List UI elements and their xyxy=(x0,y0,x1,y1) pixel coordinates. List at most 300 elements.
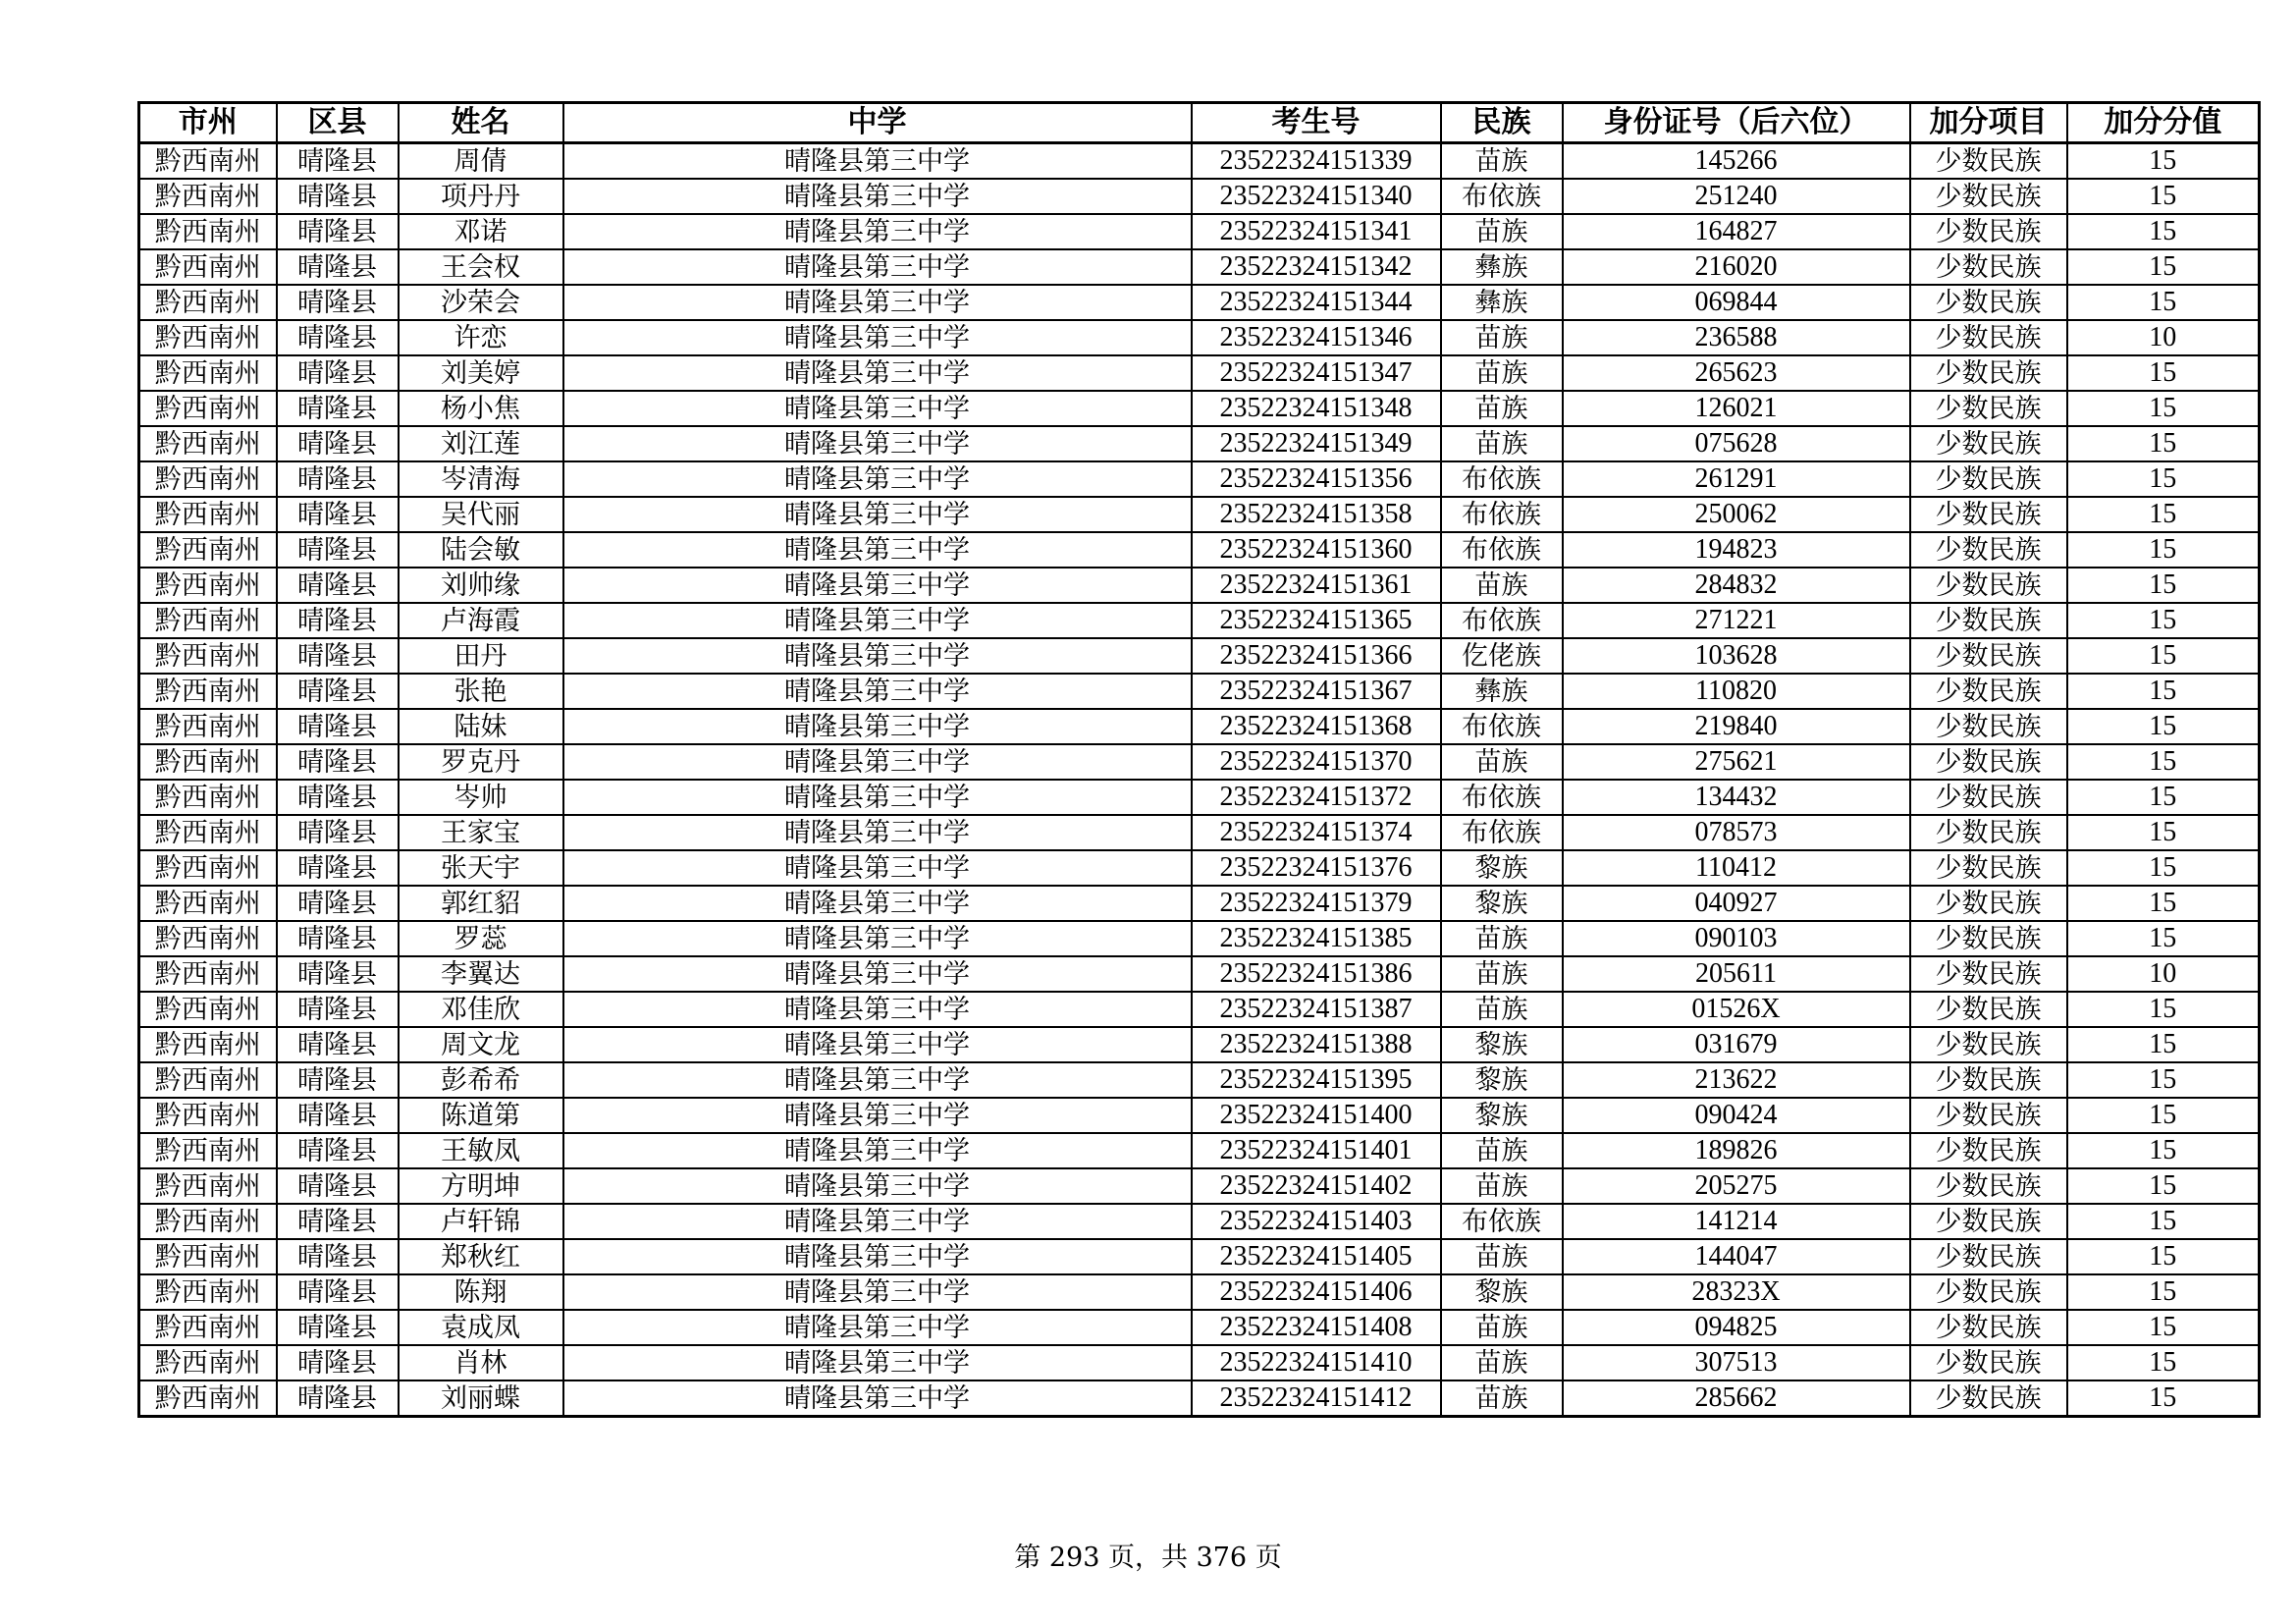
cell-name: 方明坤 xyxy=(399,1168,563,1204)
cell-exam-number: 23522324151347 xyxy=(1192,355,1441,391)
cell-ethnicity: 布依族 xyxy=(1441,461,1563,497)
cell-id-last-six: 110412 xyxy=(1563,850,1910,886)
cell-city: 黔西南州 xyxy=(139,391,277,426)
cell-county: 晴隆县 xyxy=(277,850,399,886)
table-row xyxy=(139,1274,2260,1310)
cell-id-last-six: 284832 xyxy=(1563,568,1910,603)
cell-id-last-six: 250062 xyxy=(1563,497,1910,532)
table-body xyxy=(139,143,2260,1417)
cell-bonus-item: 少数民族 xyxy=(1910,214,2067,249)
cell-id-last-six: 205275 xyxy=(1563,1168,1910,1204)
header-county: 区县 xyxy=(277,103,399,143)
cell-name: 罗克丹 xyxy=(399,744,563,780)
cell-ethnicity: 布依族 xyxy=(1441,497,1563,532)
table-row xyxy=(139,320,2260,355)
cell-bonus-item: 少数民族 xyxy=(1910,179,2067,214)
cell-bonus-points: 10 xyxy=(2067,956,2260,992)
cell-exam-number: 23522324151365 xyxy=(1192,603,1441,638)
cell-school: 晴隆县第三中学 xyxy=(563,992,1192,1027)
cell-city: 黔西南州 xyxy=(139,603,277,638)
cell-bonus-points: 15 xyxy=(2067,638,2260,674)
table-row xyxy=(139,355,2260,391)
cell-exam-number: 23522324151372 xyxy=(1192,780,1441,815)
cell-ethnicity: 黎族 xyxy=(1441,1062,1563,1098)
cell-name: 袁成凤 xyxy=(399,1310,563,1345)
cell-id-last-six: 144047 xyxy=(1563,1239,1910,1274)
cell-bonus-points: 15 xyxy=(2067,355,2260,391)
cell-bonus-item: 少数民族 xyxy=(1910,1062,2067,1098)
cell-county: 晴隆县 xyxy=(277,1027,399,1062)
cell-exam-number: 23522324151395 xyxy=(1192,1062,1441,1098)
cell-bonus-item: 少数民族 xyxy=(1910,1310,2067,1345)
cell-bonus-item: 少数民族 xyxy=(1910,1133,2067,1168)
header-name: 姓名 xyxy=(399,103,563,143)
cell-exam-number: 23522324151367 xyxy=(1192,674,1441,709)
cell-id-last-six: 261291 xyxy=(1563,461,1910,497)
cell-bonus-item: 少数民族 xyxy=(1910,461,2067,497)
cell-bonus-item: 少数民族 xyxy=(1910,956,2067,992)
cell-city: 黔西南州 xyxy=(139,638,277,674)
header-id-last-six: 身份证号（后六位） xyxy=(1563,103,1910,143)
table-row xyxy=(139,850,2260,886)
cell-city: 黔西南州 xyxy=(139,1345,277,1380)
cell-name: 沙荣会 xyxy=(399,285,563,320)
page-number-footer: 第 293 页，共 376 页 xyxy=(1014,1543,1282,1573)
cell-ethnicity: 苗族 xyxy=(1441,1345,1563,1380)
cell-school: 晴隆县第三中学 xyxy=(563,886,1192,921)
cell-bonus-item: 少数民族 xyxy=(1910,850,2067,886)
cell-exam-number: 23522324151408 xyxy=(1192,1310,1441,1345)
cell-county: 晴隆县 xyxy=(277,886,399,921)
cell-bonus-points: 15 xyxy=(2067,1310,2260,1345)
cell-city: 黔西南州 xyxy=(139,1027,277,1062)
table-row xyxy=(139,214,2260,249)
table-row xyxy=(139,285,2260,320)
cell-bonus-item: 少数民族 xyxy=(1910,355,2067,391)
cell-bonus-item: 少数民族 xyxy=(1910,426,2067,461)
cell-ethnicity: 苗族 xyxy=(1441,744,1563,780)
header-ethnicity: 民族 xyxy=(1441,103,1563,143)
cell-ethnicity: 布依族 xyxy=(1441,780,1563,815)
cell-city: 黔西南州 xyxy=(139,497,277,532)
cell-ethnicity: 彝族 xyxy=(1441,674,1563,709)
cell-id-last-six: 307513 xyxy=(1563,1345,1910,1380)
cell-city: 黔西南州 xyxy=(139,1062,277,1098)
table-row xyxy=(139,603,2260,638)
cell-id-last-six: 069844 xyxy=(1563,285,1910,320)
cell-bonus-points: 15 xyxy=(2067,1027,2260,1062)
cell-name: 肖林 xyxy=(399,1345,563,1380)
cell-exam-number: 23522324151349 xyxy=(1192,426,1441,461)
cell-exam-number: 23522324151360 xyxy=(1192,532,1441,568)
cell-exam-number: 23522324151358 xyxy=(1192,497,1441,532)
table-row xyxy=(139,391,2260,426)
cell-bonus-points: 15 xyxy=(2067,426,2260,461)
cell-name: 刘丽蝶 xyxy=(399,1380,563,1417)
cell-city: 黔西南州 xyxy=(139,249,277,285)
table-row xyxy=(139,1239,2260,1274)
cell-exam-number: 23522324151348 xyxy=(1192,391,1441,426)
cell-ethnicity: 仡佬族 xyxy=(1441,638,1563,674)
cell-ethnicity: 苗族 xyxy=(1441,143,1563,180)
cell-id-last-six: 194823 xyxy=(1563,532,1910,568)
cell-exam-number: 23522324151344 xyxy=(1192,285,1441,320)
cell-city: 黔西南州 xyxy=(139,461,277,497)
cell-name: 杨小焦 xyxy=(399,391,563,426)
cell-city: 黔西南州 xyxy=(139,886,277,921)
cell-school: 晴隆县第三中学 xyxy=(563,1133,1192,1168)
cell-exam-number: 23522324151342 xyxy=(1192,249,1441,285)
cell-id-last-six: 285662 xyxy=(1563,1380,1910,1417)
table-row xyxy=(139,992,2260,1027)
cell-id-last-six: 090103 xyxy=(1563,921,1910,956)
cell-city: 黔西南州 xyxy=(139,426,277,461)
cell-county: 晴隆县 xyxy=(277,355,399,391)
cell-ethnicity: 黎族 xyxy=(1441,1274,1563,1310)
cell-name: 刘江莲 xyxy=(399,426,563,461)
cell-bonus-points: 15 xyxy=(2067,850,2260,886)
cell-city: 黔西南州 xyxy=(139,1239,277,1274)
cell-county: 晴隆县 xyxy=(277,532,399,568)
cell-id-last-six: 01526X xyxy=(1563,992,1910,1027)
cell-exam-number: 23522324151387 xyxy=(1192,992,1441,1027)
cell-name: 郑秋红 xyxy=(399,1239,563,1274)
cell-county: 晴隆县 xyxy=(277,568,399,603)
cell-city: 黔西南州 xyxy=(139,780,277,815)
cell-exam-number: 23522324151339 xyxy=(1192,143,1441,180)
cell-city: 黔西南州 xyxy=(139,355,277,391)
cell-county: 晴隆县 xyxy=(277,1274,399,1310)
cell-exam-number: 23522324151370 xyxy=(1192,744,1441,780)
cell-bonus-points: 15 xyxy=(2067,1239,2260,1274)
cell-city: 黔西南州 xyxy=(139,744,277,780)
cell-city: 黔西南州 xyxy=(139,815,277,850)
cell-ethnicity: 苗族 xyxy=(1441,1133,1563,1168)
cell-school: 晴隆县第三中学 xyxy=(563,1310,1192,1345)
cell-name: 许恋 xyxy=(399,320,563,355)
cell-name: 陈道第 xyxy=(399,1098,563,1133)
cell-school: 晴隆县第三中学 xyxy=(563,1204,1192,1239)
cell-bonus-item: 少数民族 xyxy=(1910,568,2067,603)
cell-city: 黔西南州 xyxy=(139,921,277,956)
cell-city: 黔西南州 xyxy=(139,285,277,320)
cell-school: 晴隆县第三中学 xyxy=(563,1098,1192,1133)
cell-county: 晴隆县 xyxy=(277,992,399,1027)
cell-county: 晴隆县 xyxy=(277,391,399,426)
cell-id-last-six: 078573 xyxy=(1563,815,1910,850)
cell-city: 黔西南州 xyxy=(139,179,277,214)
cell-county: 晴隆县 xyxy=(277,143,399,180)
cell-exam-number: 23522324151412 xyxy=(1192,1380,1441,1417)
cell-bonus-points: 15 xyxy=(2067,497,2260,532)
cell-bonus-item: 少数民族 xyxy=(1910,285,2067,320)
cell-name: 郭红貂 xyxy=(399,886,563,921)
cell-bonus-points: 15 xyxy=(2067,709,2260,744)
cell-bonus-points: 15 xyxy=(2067,214,2260,249)
cell-city: 黔西南州 xyxy=(139,1168,277,1204)
cell-city: 黔西南州 xyxy=(139,992,277,1027)
cell-bonus-item: 少数民族 xyxy=(1910,709,2067,744)
cell-name: 张艳 xyxy=(399,674,563,709)
cell-bonus-points: 15 xyxy=(2067,886,2260,921)
cell-bonus-item: 少数民族 xyxy=(1910,815,2067,850)
cell-exam-number: 23522324151356 xyxy=(1192,461,1441,497)
header-exam-number: 考生号 xyxy=(1192,103,1441,143)
cell-school: 晴隆县第三中学 xyxy=(563,143,1192,180)
cell-exam-number: 23522324151379 xyxy=(1192,886,1441,921)
table-row xyxy=(139,179,2260,214)
cell-id-last-six: 134432 xyxy=(1563,780,1910,815)
cell-id-last-six: 236588 xyxy=(1563,320,1910,355)
cell-id-last-six: 094825 xyxy=(1563,1310,1910,1345)
table-header-row xyxy=(139,103,2260,143)
cell-name: 田丹 xyxy=(399,638,563,674)
cell-id-last-six: 031679 xyxy=(1563,1027,1910,1062)
cell-school: 晴隆县第三中学 xyxy=(563,426,1192,461)
table-row xyxy=(139,886,2260,921)
cell-id-last-six: 110820 xyxy=(1563,674,1910,709)
cell-school: 晴隆县第三中学 xyxy=(563,674,1192,709)
cell-id-last-six: 145266 xyxy=(1563,143,1910,180)
cell-ethnicity: 苗族 xyxy=(1441,1239,1563,1274)
cell-county: 晴隆县 xyxy=(277,285,399,320)
cell-name: 卢海霞 xyxy=(399,603,563,638)
cell-id-last-six: 126021 xyxy=(1563,391,1910,426)
cell-name: 邓佳欣 xyxy=(399,992,563,1027)
cell-county: 晴隆县 xyxy=(277,497,399,532)
cell-county: 晴隆县 xyxy=(277,1062,399,1098)
cell-exam-number: 23522324151403 xyxy=(1192,1204,1441,1239)
cell-bonus-points: 15 xyxy=(2067,1098,2260,1133)
header-bonus-item: 加分项目 xyxy=(1910,103,2067,143)
cell-exam-number: 23522324151405 xyxy=(1192,1239,1441,1274)
cell-school: 晴隆县第三中学 xyxy=(563,921,1192,956)
cell-city: 黔西南州 xyxy=(139,143,277,180)
cell-bonus-item: 少数民族 xyxy=(1910,603,2067,638)
cell-county: 晴隆县 xyxy=(277,709,399,744)
cell-county: 晴隆县 xyxy=(277,1345,399,1380)
cell-ethnicity: 苗族 xyxy=(1441,568,1563,603)
header-bonus-points: 加分分值 xyxy=(2067,103,2260,143)
cell-ethnicity: 苗族 xyxy=(1441,921,1563,956)
cell-ethnicity: 布依族 xyxy=(1441,709,1563,744)
cell-bonus-points: 15 xyxy=(2067,1062,2260,1098)
cell-bonus-points: 15 xyxy=(2067,1274,2260,1310)
cell-id-last-six: 271221 xyxy=(1563,603,1910,638)
cell-county: 晴隆县 xyxy=(277,744,399,780)
cell-school: 晴隆县第三中学 xyxy=(563,815,1192,850)
cell-county: 晴隆县 xyxy=(277,603,399,638)
score-bonus-table xyxy=(137,101,2261,1418)
cell-county: 晴隆县 xyxy=(277,815,399,850)
cell-name: 罗蕊 xyxy=(399,921,563,956)
cell-county: 晴隆县 xyxy=(277,1098,399,1133)
cell-ethnicity: 苗族 xyxy=(1441,355,1563,391)
table-row xyxy=(139,1380,2260,1417)
cell-name: 吴代丽 xyxy=(399,497,563,532)
table-row xyxy=(139,780,2260,815)
cell-county: 晴隆县 xyxy=(277,461,399,497)
cell-county: 晴隆县 xyxy=(277,1133,399,1168)
cell-county: 晴隆县 xyxy=(277,1239,399,1274)
header-city: 市州 xyxy=(139,103,277,143)
cell-bonus-item: 少数民族 xyxy=(1910,1239,2067,1274)
cell-bonus-item: 少数民族 xyxy=(1910,1027,2067,1062)
cell-ethnicity: 黎族 xyxy=(1441,1098,1563,1133)
cell-school: 晴隆县第三中学 xyxy=(563,603,1192,638)
cell-bonus-points: 15 xyxy=(2067,143,2260,180)
cell-school: 晴隆县第三中学 xyxy=(563,1168,1192,1204)
cell-exam-number: 23522324151374 xyxy=(1192,815,1441,850)
cell-bonus-item: 少数民族 xyxy=(1910,674,2067,709)
table-row xyxy=(139,461,2260,497)
cell-ethnicity: 彝族 xyxy=(1441,285,1563,320)
cell-school: 晴隆县第三中学 xyxy=(563,214,1192,249)
cell-city: 黔西南州 xyxy=(139,214,277,249)
table-row xyxy=(139,744,2260,780)
cell-ethnicity: 彝族 xyxy=(1441,249,1563,285)
cell-city: 黔西南州 xyxy=(139,709,277,744)
cell-school: 晴隆县第三中学 xyxy=(563,956,1192,992)
cell-county: 晴隆县 xyxy=(277,179,399,214)
cell-bonus-points: 15 xyxy=(2067,568,2260,603)
cell-ethnicity: 布依族 xyxy=(1441,179,1563,214)
cell-exam-number: 23522324151346 xyxy=(1192,320,1441,355)
cell-name: 陆会敏 xyxy=(399,532,563,568)
cell-school: 晴隆县第三中学 xyxy=(563,638,1192,674)
cell-exam-number: 23522324151388 xyxy=(1192,1027,1441,1062)
cell-exam-number: 23522324151410 xyxy=(1192,1345,1441,1380)
cell-city: 黔西南州 xyxy=(139,1274,277,1310)
cell-ethnicity: 苗族 xyxy=(1441,426,1563,461)
cell-bonus-item: 少数民族 xyxy=(1910,249,2067,285)
cell-ethnicity: 苗族 xyxy=(1441,992,1563,1027)
cell-exam-number: 23522324151376 xyxy=(1192,850,1441,886)
cell-exam-number: 23522324151361 xyxy=(1192,568,1441,603)
cell-exam-number: 23522324151341 xyxy=(1192,214,1441,249)
cell-bonus-points: 15 xyxy=(2067,1168,2260,1204)
cell-bonus-item: 少数民族 xyxy=(1910,391,2067,426)
cell-bonus-item: 少数民族 xyxy=(1910,780,2067,815)
cell-id-last-six: 265623 xyxy=(1563,355,1910,391)
table-row xyxy=(139,426,2260,461)
cell-bonus-item: 少数民族 xyxy=(1910,638,2067,674)
cell-bonus-item: 少数民族 xyxy=(1910,143,2067,180)
cell-school: 晴隆县第三中学 xyxy=(563,461,1192,497)
cell-id-last-six: 040927 xyxy=(1563,886,1910,921)
cell-school: 晴隆县第三中学 xyxy=(563,1345,1192,1380)
table-row xyxy=(139,1204,2260,1239)
cell-bonus-points: 15 xyxy=(2067,461,2260,497)
cell-school: 晴隆县第三中学 xyxy=(563,780,1192,815)
cell-name: 王敏凤 xyxy=(399,1133,563,1168)
table-row xyxy=(139,568,2260,603)
cell-city: 黔西南州 xyxy=(139,1204,277,1239)
cell-bonus-item: 少数民族 xyxy=(1910,921,2067,956)
cell-bonus-item: 少数民族 xyxy=(1910,1274,2067,1310)
cell-county: 晴隆县 xyxy=(277,1310,399,1345)
cell-bonus-item: 少数民族 xyxy=(1910,992,2067,1027)
cell-county: 晴隆县 xyxy=(277,1380,399,1417)
cell-id-last-six: 103628 xyxy=(1563,638,1910,674)
cell-ethnicity: 苗族 xyxy=(1441,956,1563,992)
cell-ethnicity: 布依族 xyxy=(1441,532,1563,568)
cell-exam-number: 23522324151340 xyxy=(1192,179,1441,214)
cell-school: 晴隆县第三中学 xyxy=(563,744,1192,780)
cell-ethnicity: 黎族 xyxy=(1441,1027,1563,1062)
table-row xyxy=(139,1098,2260,1133)
cell-bonus-item: 少数民族 xyxy=(1910,497,2067,532)
cell-exam-number: 23522324151385 xyxy=(1192,921,1441,956)
cell-name: 周文龙 xyxy=(399,1027,563,1062)
cell-name: 卢轩锦 xyxy=(399,1204,563,1239)
table-row xyxy=(139,143,2260,180)
cell-name: 张天宇 xyxy=(399,850,563,886)
table-row xyxy=(139,709,2260,744)
cell-exam-number: 23522324151366 xyxy=(1192,638,1441,674)
cell-city: 黔西南州 xyxy=(139,674,277,709)
cell-id-last-six: 28323X xyxy=(1563,1274,1910,1310)
cell-ethnicity: 苗族 xyxy=(1441,1168,1563,1204)
cell-id-last-six: 189826 xyxy=(1563,1133,1910,1168)
cell-city: 黔西南州 xyxy=(139,568,277,603)
cell-id-last-six: 251240 xyxy=(1563,179,1910,214)
cell-id-last-six: 216020 xyxy=(1563,249,1910,285)
cell-bonus-item: 少数民族 xyxy=(1910,744,2067,780)
cell-exam-number: 23522324151368 xyxy=(1192,709,1441,744)
cell-bonus-points: 15 xyxy=(2067,780,2260,815)
cell-bonus-points: 15 xyxy=(2067,921,2260,956)
cell-bonus-points: 15 xyxy=(2067,249,2260,285)
cell-id-last-six: 164827 xyxy=(1563,214,1910,249)
cell-school: 晴隆县第三中学 xyxy=(563,568,1192,603)
cell-county: 晴隆县 xyxy=(277,1168,399,1204)
table-row xyxy=(139,638,2260,674)
cell-school: 晴隆县第三中学 xyxy=(563,850,1192,886)
cell-name: 周倩 xyxy=(399,143,563,180)
cell-school: 晴隆县第三中学 xyxy=(563,1274,1192,1310)
table-row xyxy=(139,532,2260,568)
cell-bonus-points: 15 xyxy=(2067,1204,2260,1239)
cell-city: 黔西南州 xyxy=(139,956,277,992)
cell-school: 晴隆县第三中学 xyxy=(563,179,1192,214)
cell-ethnicity: 黎族 xyxy=(1441,850,1563,886)
cell-ethnicity: 苗族 xyxy=(1441,391,1563,426)
cell-city: 黔西南州 xyxy=(139,320,277,355)
table-row xyxy=(139,1310,2260,1345)
cell-id-last-six: 141214 xyxy=(1563,1204,1910,1239)
cell-name: 项丹丹 xyxy=(399,179,563,214)
cell-school: 晴隆县第三中学 xyxy=(563,1062,1192,1098)
cell-bonus-points: 15 xyxy=(2067,744,2260,780)
table-row xyxy=(139,674,2260,709)
cell-bonus-item: 少数民族 xyxy=(1910,1380,2067,1417)
cell-ethnicity: 苗族 xyxy=(1441,1380,1563,1417)
cell-school: 晴隆县第三中学 xyxy=(563,391,1192,426)
cell-bonus-points: 15 xyxy=(2067,674,2260,709)
table-row xyxy=(139,815,2260,850)
cell-ethnicity: 黎族 xyxy=(1441,886,1563,921)
cell-name: 邓诺 xyxy=(399,214,563,249)
cell-bonus-points: 15 xyxy=(2067,1380,2260,1417)
cell-ethnicity: 苗族 xyxy=(1441,214,1563,249)
table-row xyxy=(139,956,2260,992)
cell-bonus-points: 15 xyxy=(2067,285,2260,320)
cell-county: 晴隆县 xyxy=(277,674,399,709)
cell-name: 岑帅 xyxy=(399,780,563,815)
cell-name: 刘帅缘 xyxy=(399,568,563,603)
header-school: 中学 xyxy=(563,103,1192,143)
